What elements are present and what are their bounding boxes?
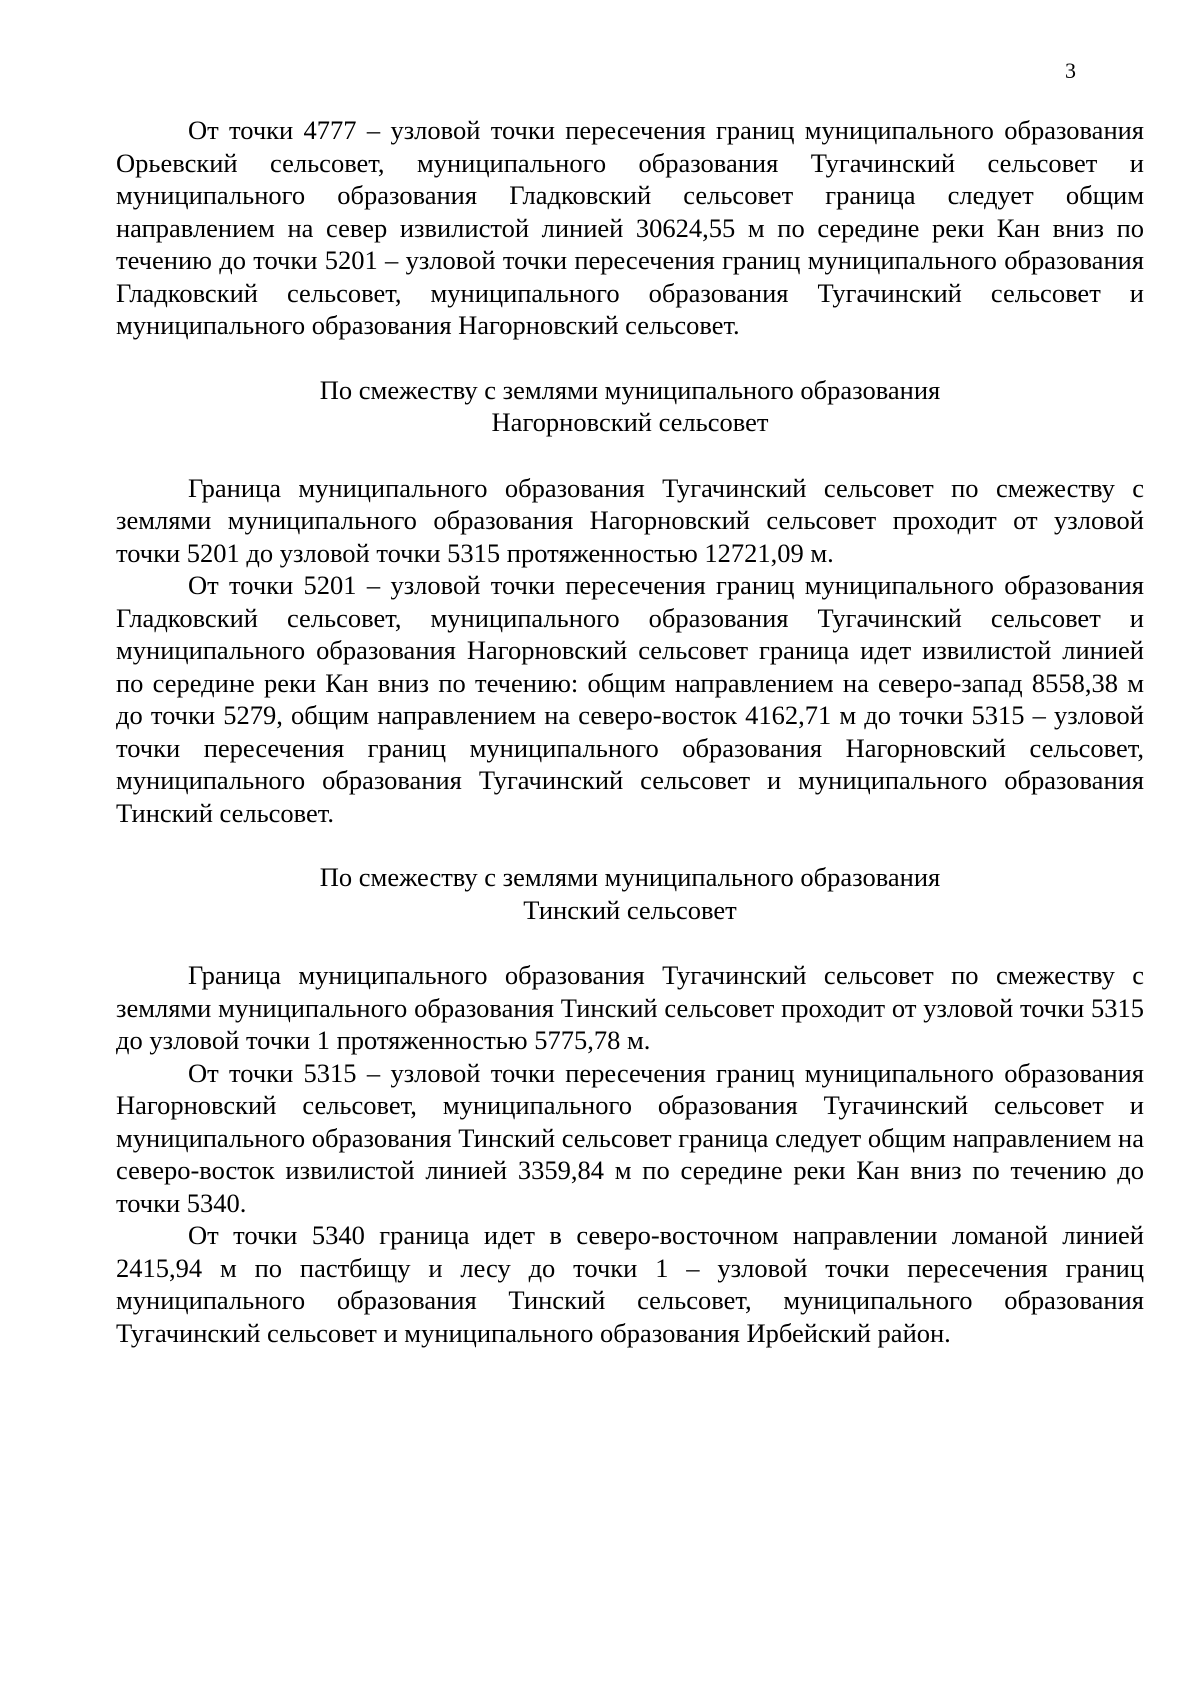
paragraph-nagornovsky-summary: Граница муниципального образования Тугачинский сельсовет по смежеству с землями муниципального образования Нагорновский сельсовет проходит от узловой точки 5201 до узловой точки 5315 протяженностью 12721,09 м. [116, 472, 1144, 568]
paragraph-intro-boundary: От точки 4777 – узловой точки пересечения границ муниципального образования Орьевский сельсовет, муниципального образования Тугачинский сельсовет и муниципального образования Гладковский сельсовет граница следует общим направлением на север извилистой линией 30624,55 м по середине реки Кан вниз по течению до точки 5201 – узловой точки пересечения границ муниципального образования Гладковский сельсовет, муниципального образования Тугачинский сельсовет и муниципального образования Нагорновский сельсовет. [116, 115, 1144, 340]
page-number: 3 [1065, 58, 1076, 83]
section-heading-nagornovsky [116, 374, 1144, 439]
heading-line: Нагорновский сельсовет [491, 407, 769, 437]
paragraph-tinsky-description-2: От точки 5340 граница идет в северо-восточном направлении ломаной линией 2415,94 м по пастбищу и лесу до точки 1 – узловой точки пересечения границ муниципального образования Тинский сельсовет, муниципального образования Тугачинский сельсовет и муниципального образования Ирбейский район. [116, 1220, 1144, 1348]
heading-line: По смежеству с землями муниципального образования [319, 374, 941, 405]
document-body [116, 114, 1144, 1349]
heading-line: Тинский сельсовет [523, 894, 737, 925]
paragraph-tinsky-description-1: От точки 5315 – узловой точки пересечения границ муниципального образования Нагорновский сельсовет, муниципального образования Тугачинский сельсовет и муниципального образования Тинский сельсовет граница следует общим направлением на северо-восток извилистой линией 3359,84 м по середине реки Кан вниз по течению до точки 5340. [116, 1057, 1144, 1218]
heading-line: По смежеству с землями муниципального образования [319, 862, 941, 892]
paragraph-nagornovsky-description: От точки 5201 – узловой точки пересечения границ муниципального образования Гладковский сельсовет, муниципального образования Тугачинский сельсовет и муниципального образования Нагорновский сельсовет граница идет извилистой линией по середине реки Кан вниз по течению: общим направлением на северо-запад 8558,38 м до точки 5279, общим направлением на северо-восток 4162,71 м до точки 5315 – узловой точки пересечения границ муниципального образования Нагорновский сельсовет, муниципального образования Тугачинский сельсовет и муниципального образования Тинский сельсовет. [116, 570, 1144, 828]
section-heading-tinsky [116, 861, 1144, 926]
paragraph-tinsky-summary: Граница муниципального образования Тугачинский сельсовет по смежеству с землями муниципального образования Тинский сельсовет проходит от узловой точки 5315 до узловой точки 1 протяженностью 5775,78 м. [116, 960, 1144, 1055]
